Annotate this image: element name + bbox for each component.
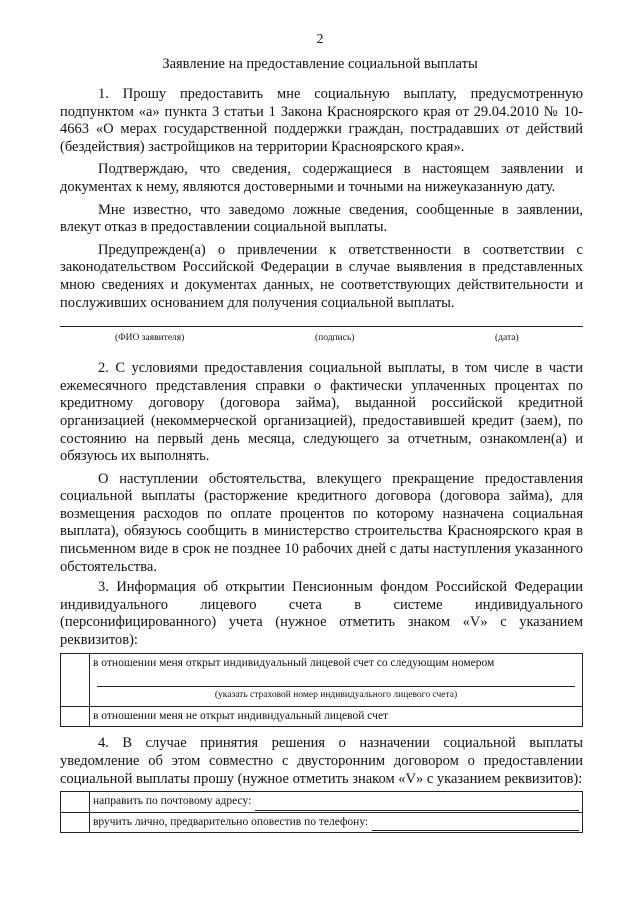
paragraph-2-obligation: О наступлении обстоятельства, влекущего прекращение предоставления социальной выплаты (расторжение кредитного договора (договора займа), для возмещения расходов по оплате процентов по которому назначена социальная выплата), обязуюсь сообщить в министерство строительства Красноярского края в письменном виде в срок не позднее 10 рабочих дней с даты наступления указанного обстоятельства.: [60, 470, 583, 575]
phone-field[interactable]: [372, 818, 579, 831]
notification-options: [60, 791, 583, 833]
page-number: 2: [316, 32, 324, 47]
option-account-not-opened-label: в отношении меня не открыт индивидуальный лицевой счет: [90, 706, 583, 727]
sign-label: (подпись): [315, 333, 355, 344]
checkbox-account-opened[interactable]: [61, 653, 90, 706]
signature-block: [60, 326, 583, 352]
account-number-field[interactable]: [97, 672, 575, 687]
option-account-not-opened: [61, 706, 583, 727]
paragraph-1-warned: Предупрежден(а) о привлечении к ответственности в соответствии с законодательством Российской Федерации в случае выявления в представленных мною сведениях и документах данных, не соответствующих действительности и послуживших основанием для получения социальной выплаты.: [60, 241, 583, 311]
option-mail-label: направить по почтовому адресу:: [93, 795, 252, 808]
date-label: (дата): [495, 333, 519, 344]
fio-label: (ФИО заявителя): [115, 333, 185, 344]
option-account-opened-label: в отношении меня открыт индивидуальный лицевой счет со следующим номером: [93, 656, 495, 669]
account-number-hint: (указать страховой номер индивидуального лицевого счета): [214, 690, 458, 701]
signature-line[interactable]: [60, 326, 583, 327]
option-mail: [61, 792, 583, 813]
postal-address-field[interactable]: [255, 798, 579, 811]
paragraph-1-request: 1. Прошу предоставить мне социальную выплату, предусмотренную подпунктом «а» пункта 3 статьи 1 Закона Красноярского края от 29.04.2010 № 10-4663 «О мерах государственной поддержки граждан, пострадавших от действий (бездействия) застройщиков на территории Красноярского края».: [60, 86, 583, 155]
paragraph-2-conditions: 2. С условиями предоставления социальной выплаты, в том числе в части ежемесячного представления справки о фактически уплаченных процентах по кредитному договору (договора займа), выданной российской кредитной организацией (некоммерческой организацией), предоставившей кредит (заем), по состоянию на первый день месяца, следующего за отчетным, ознакомлен(а) и обязуюсь их выполнять.: [60, 360, 583, 465]
option-in-person: [61, 812, 583, 833]
document-body: [60, 86, 583, 841]
pension-account-options: [60, 653, 583, 728]
paragraph-1-confirm: Подтверждаю, что сведения, содержащиеся в настоящем заявлении и документах к нему, являются достоверными и точными на нижеуказанную дату.: [60, 161, 583, 195]
checkbox-in-person[interactable]: [61, 812, 90, 833]
checkbox-mail[interactable]: [61, 792, 90, 813]
paragraph-3-pension-account: 3. Информация об открытии Пенсионным фондом Российской Федерации индивидуального лицевого счета в системе индивидуального (персонифицированного) учета (нужное отметить знаком «V» с указанием реквизитов):: [60, 579, 583, 649]
option-account-opened: [61, 653, 583, 706]
paragraph-4-notification: 4. В случае принятия решения о назначении социальной выплаты уведомление об этом совместно с двусторонним договором о предоставлении социальной выплаты прошу (нужное отметить знаком «V» с указанием реквизитов):: [60, 735, 583, 787]
option-in-person-label: вручить лично, предварительно оповестив по телефону:: [93, 815, 369, 828]
paragraph-1-aware: Мне известно, что заведомо ложные сведения, сообщенные в заявлении, влекут отказ в предоставлении социальной выплаты.: [60, 201, 583, 236]
checkbox-account-not-opened[interactable]: [61, 706, 90, 727]
document-title: Заявление на предоставление социальной выплаты: [162, 56, 478, 72]
